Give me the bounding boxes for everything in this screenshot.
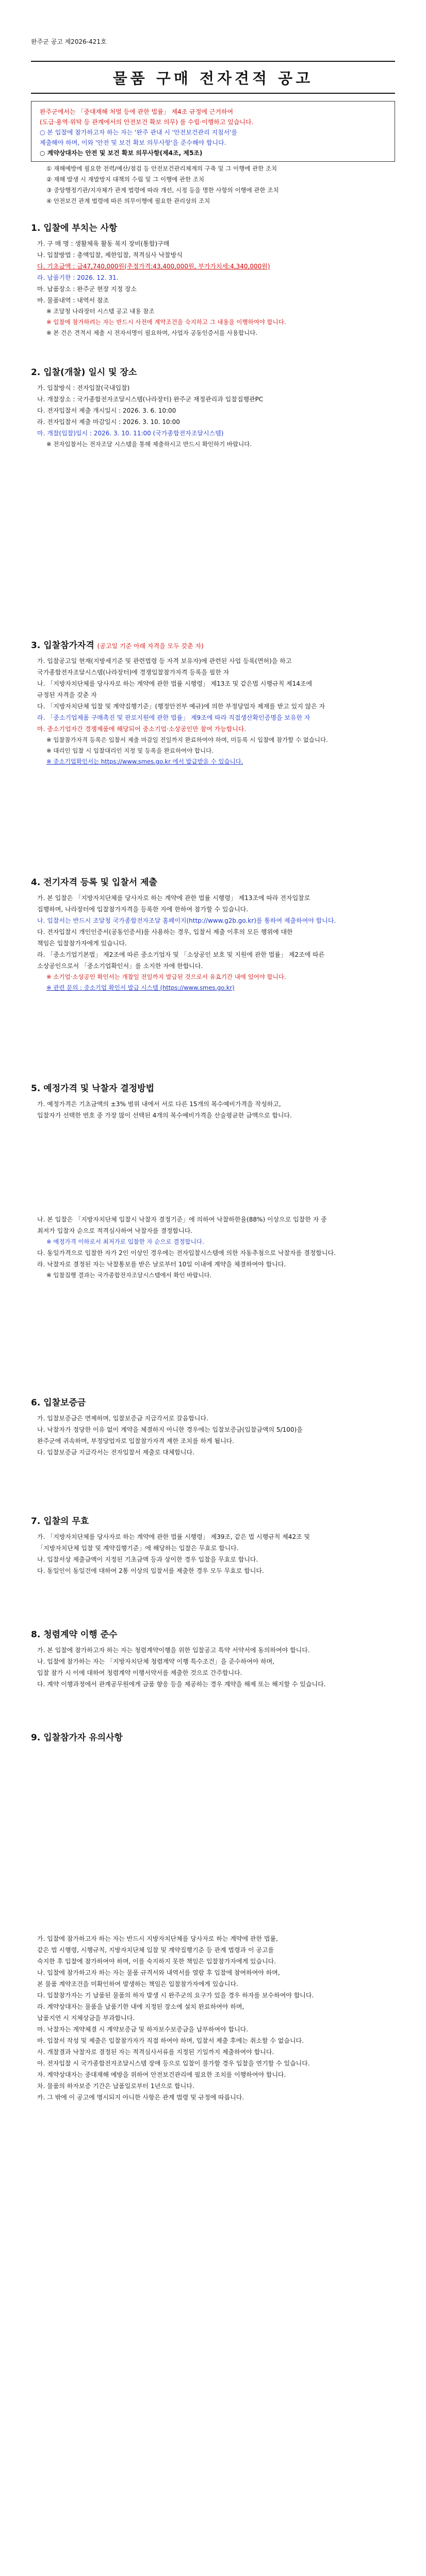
section-5 — [31, 1081, 395, 1281]
section-heading: 1. 입찰에 부치는 사항 — [31, 223, 118, 233]
section-note: ※ 대리인 입찰 시 입찰대리인 지정 및 등록을 완료하여야 합니다. — [46, 747, 214, 754]
section-item: 자. 계약상대자는 중대재해 예방을 위하여 안전보건관리에 필요한 조치를 이행하여야 합니다. — [37, 2071, 286, 2078]
section-heading: 9. 입찰참가자 유의사항 — [31, 1733, 123, 1743]
section-item: 나. 입찰에 참가하고자 하는 자는 물품 규격서와 내역서를 열람 후 입찰에 참여하여야 하며, — [37, 1969, 280, 1976]
section-note: ※ 조달청 나라장터 시스템 공고 내용 참조 — [46, 308, 155, 315]
section-item: 라. 납품기한 : 2026. 12. 31. — [37, 274, 119, 281]
section-heading-note: (공고일 기준 아래 자격을 모두 갖춘 자) — [97, 642, 204, 650]
section-item: 완주군에 귀속하며, 부정당업자로 입찰참가자격 제한 조치를 하게 됩니다. — [37, 1437, 235, 1445]
section-heading: 5. 예정가격 및 낙찰자 결정방법 — [31, 1083, 155, 1094]
section-item: 나. 입찰서는 반드시 조달청 국가종합전자조달 홈페이지(http://www.g2b.go.kr)를 통하여 제출하여야 합니다. — [37, 917, 336, 924]
section-item: 다. 전자입찰시 개인인증서(공동인증서)를 사용하는 경우, 입찰서 제출 이후의 모든 행위에 대한 — [37, 928, 293, 936]
section-item: 다. 동일인이 동일건에 대하여 2통 이상의 입찰서를 제출한 경우 모두 무효로 합니다. — [37, 1567, 264, 1574]
section-item: 책임은 입찰참가자에게 있습니다. — [37, 940, 127, 947]
section-item: 나. 낙찰자가 정당한 이유 없이 계약을 체결하지 아니한 경우에는 입찰보증금(입찰금액의 5/100)을 — [37, 1426, 303, 1433]
intro-line: (도급·용역·위탁 등 관계에서의 안전보건 확보 의무) 를 수립·이행하고 있습니다. — [40, 118, 254, 126]
section-item: 가. 본 입찰에 참가하고자 하는 자는 청렴계약이행을 위한 입찰공고 특약 서약서에 동의하여야 합니다. — [37, 1647, 310, 1654]
notice-number: 완주군 공고 제2026-421호 — [31, 38, 107, 45]
intro-point: ④ 안전보건 관계 법령에 따른 의무이행에 필요한 관리상의 조치 — [46, 197, 210, 205]
section-item: 가. 구 매 명 : 생활체육 활동 복지 장비(통합)구매 — [37, 240, 170, 247]
section-item: 바. 입찰서 작성 및 제출은 입찰참가자가 직접 하여야 하며, 입찰서 제출 후에는 취소할 수 없습니다. — [37, 2037, 304, 2044]
section-note: ※ 입찰집행 결과는 국가종합전자조달시스템에서 확인 바랍니다. — [46, 1272, 212, 1279]
section-item: 마. 납품장소 : 완주군 현장 지정 장소 — [37, 285, 137, 293]
section-item: 숙지한 후 입찰에 참가하여야 하며, 이를 숙지하지 못한 책임은 입찰참가자에게 있습니다. — [37, 1958, 276, 1965]
section-3 — [31, 638, 395, 768]
section-item: 가. 입찰방식 : 전자입찰(국내입찰) — [37, 384, 130, 392]
section-item: 다. 전자입찰서 제출 개시일시 : 2026. 3. 6. 10:00 — [37, 407, 176, 414]
intro-points — [31, 164, 395, 207]
section-item: 가. 「지방자치단체를 당사자로 하는 계약에 관한 법률 시행령」 제39조, 같은 법 시행규칙 제42조 및 — [37, 1533, 310, 1540]
page-title: 물품 구매 전자견적 공고 — [112, 69, 314, 87]
section-9 — [31, 1730, 395, 2104]
section-item: 입찰 참가 시 이에 대하여 청렴계약 이행서약서를 제출한 것으로 간주합니다. — [37, 1669, 242, 1676]
section-item: 가. 입찰보증금은 면제하며, 입찰보증금 지급각서로 갈음합니다. — [37, 1415, 208, 1422]
section-note: ※ 예정가격 이하로서 최저가로 입찰한 자 순으로 결정합니다. — [46, 1238, 204, 1245]
section-heading: 7. 입찰의 무효 — [31, 1516, 89, 1527]
section-note-link[interactable]: ※ 중소기업확인서는 https://www.smes.go.kr 에서 발급받을 수 있습니다. — [46, 758, 243, 765]
section-1 — [31, 221, 395, 339]
section-item: 마. 개찰(입찰)일시 : 2026. 3. 10. 11:00 (국가종합전자조달시스템) — [37, 430, 224, 437]
section-item: 납품지연 시 지체상금을 부과합니다. — [37, 2014, 135, 2022]
section-heading — [31, 638, 395, 651]
section-item: 사. 개찰결과 낙찰자로 결정된 자는 적격심사서류를 지정된 기일까지 제출하여야 합니다. — [37, 2048, 274, 2056]
section-item: 나. 개찰장소 : 국가종합전자조달시스템(나라장터) 완주군 재정관리과 입찰집행관PC — [37, 396, 264, 403]
section-item: 가. 입찰에 참가하고자 하는 자는 반드시 지방자치단체를 당사자로 하는 계약에 관한 법률, — [37, 1935, 278, 1942]
section-item: 차. 물품의 하자보증 기간은 납품일로부터 1년으로 합니다. — [37, 2082, 194, 2090]
section-item: 소상공인으로서 「중소기업확인서」를 소지한 자에 한합니다. — [37, 962, 203, 970]
section-item: 규정된 자격을 갖춘 자 — [37, 691, 97, 699]
section-item: 아. 전자입찰 시 국가종합전자조달시스템 장애 등으로 입찰이 불가할 경우 입찰을 연기할 수 있습니다. — [37, 2060, 310, 2067]
section-item: 다. 계약 이행과정에서 관계공무원에게 금품 향응 등을 제공하는 경우 계약을 해제 또는 해지할 수 있습니다. — [37, 1681, 326, 1688]
section-item: 나. 입찰서상 제출금액이 지정된 기초금액 등과 상이한 경우 입찰을 무효로 합니다. — [37, 1556, 258, 1563]
intro-point: ② 재해 발생 시 재발방지 대책의 수립 및 그 이행에 관한 조치 — [46, 176, 205, 183]
section-note-link[interactable]: ※ 관련 문의 : 중소기업 확인서 발급 시스템 (https://www.smes.go.kr) — [46, 984, 235, 991]
spacer — [31, 1122, 395, 1214]
section-heading: 4. 전기자격 등록 및 입찰서 제출 — [31, 877, 157, 888]
section-heading: 6. 입찰보증금 — [31, 1398, 86, 1408]
section-item: 다. 입찰보증금 지급각서는 전자입찰서 제출로 대체합니다. — [37, 1449, 194, 1456]
section-heading: 8. 청렴계약 이행 준수 — [31, 1630, 118, 1640]
section-8 — [31, 1627, 395, 1690]
intro-box — [31, 101, 395, 162]
section-item: 마. 낙찰자는 계약체결 시 계약보증금 및 하자보수보증금을 납부하여야 합니다. — [37, 2026, 249, 2033]
section-item: 나. 입찰방법 : 총액입찰, 제한입찰, 적격심사 낙찰방식 — [37, 251, 183, 259]
section-item: 본 물품 계약조건을 미확인하여 발생하는 책임은 입찰참가자에게 있습니다. — [37, 1980, 238, 1988]
section-item: 나. 본 입찰은 「지방자치단체 입찰시 낙찰자 결정기준」에 의하여 낙찰하한율(88%) 이상으로 입찰한 자 중 — [37, 1216, 327, 1223]
section-heading-text: 3. 입찰참가자격 — [31, 640, 94, 651]
section-item: 다. 「지방자치단체 입찰 및 계약집행기준」(행정안전부 예규)에 의한 부정당업자 제재를 받고 있지 않은 자 — [37, 703, 325, 710]
section-6 — [31, 1395, 395, 1459]
section-note: ※ 본 건은 견적서 제출 시 전자서명이 필요하며, 사업자 공동인증서를 사용합니다. — [46, 329, 257, 336]
section-note: ※ 전자입찰서는 전자조달 시스템을 통해 제출하시고 반드시 확인하기 바랍니다. — [46, 440, 252, 448]
section-item: 국가종합전자조달시스템(나라장터)에 경쟁입찰참가자격 등록을 필한 자 — [37, 669, 230, 676]
section-item: 카. 그 밖에 이 공고에 명시되지 아니한 사항은 관계 법령 및 규정에 따릅니다. — [37, 2094, 244, 2101]
section-item: 라. 낙찰자로 결정된 자는 낙찰통보를 받은 날로부터 10일 이내에 계약을 체결하여야 합니다. — [37, 1261, 286, 1268]
intro-point: ③ 중앙행정기관/지자체가 관계 법령에 따라 개선, 시정 등을 명한 사항의 이행에 관한 조치 — [46, 187, 279, 194]
section-2 — [31, 365, 395, 450]
section-item: 「지방자치단체 입찰 및 계약집행기준」에 해당하는 입찰은 무효로 합니다. — [37, 1545, 239, 1552]
section-item: 라. 「중소기업기본법」 제2조에 따른 중소기업자 및 「소상공인 보호 및 지원에 관한 법률」 제2조에 따른 — [37, 951, 325, 958]
section-item: 마. 중소기업자간 경쟁제품에 해당되어 중소기업·소상공인만 참여 가능합니다. — [37, 725, 247, 733]
intro-point: ① 재해예방에 필요한 전력/예산/점검 등 안전보건관리체계의 구축 및 그 이행에 관한 조치 — [46, 165, 277, 172]
section-item: 라. 「중소기업제품 구매촉진 및 판로지원에 관한 법률」 제9조에 따라 직접생산확인증명을 보유한 자 — [37, 714, 310, 721]
intro-line: 완주군에서는 「중대재해 처벌 등에 관한 법률」 제4조 규정에 근거하여 — [40, 108, 234, 115]
title-box — [31, 61, 395, 94]
section-item: 나. 「지방자치단체를 당사자로 하는 계약에 관한 법률 시행령」 제13조 및 같은법 시행규칙 제14조에 — [37, 680, 313, 687]
intro-line: 제출해야 하며, 이와 '안전 및 보건 확보 의무사항'을 준수해야 합니다. — [40, 139, 226, 146]
section-note: ※ 입찰에 참가하려는 자는 반드시 사전에 계약조건을 숙지하고 그 내용을 이행하여야 합니다. — [46, 318, 286, 326]
section-item: 가. 본 입찰은 「지방자치단체를 당사자로 하는 계약에 관한 법률 시행령」 제13조에 따라 전자입찰로 — [37, 894, 310, 902]
section-item: 집행하며, 나라장터에 입찰참가자격을 등록한 자에 한하여 참가할 수 있습니다. — [37, 906, 249, 913]
section-item: 다. 기초금액 : 금47,740,000원(추정가격:43,400,000원, 부가가치세:4,340,000원) — [37, 263, 270, 270]
section-4 — [31, 875, 395, 994]
section-item: 나. 입찰에 참가하는 자는 「지방자치단체 청렴계약 이행 특수조건」을 준수하여야 하며, — [37, 1658, 275, 1665]
section-item: 다. 동일가격으로 입찰한 자가 2인 이상인 경우에는 전자입찰시스템에 의한 자동추첨으로 낙찰자를 결정합니다. — [37, 1249, 336, 1257]
intro-line: ○ 계약상대자는 안전 및 보건 확보 의무사항(제4조, 제5조) — [40, 149, 203, 157]
section-item: 가. 예정가격은 기초금액의 ±3% 범위 내에서 서로 다른 15개의 복수예비가격을 작성하고, — [37, 1100, 281, 1108]
section-note: ※ 입찰참가자격 등록은 입찰서 제출 마감일 전일까지 완료하여야 하며, 미등록 시 입찰에 참가할 수 없습니다. — [46, 736, 328, 743]
section-item: 같은 법 시행령, 시행규칙, 지방자치단체 입찰 및 계약집행기준 등 관계 법령과 이 공고를 — [37, 1946, 274, 1954]
section-item: 라. 계약상대자는 물품을 납품기한 내에 지정된 장소에 설치 완료하여야 하며, — [37, 2003, 244, 2010]
section-item: 입찰자가 선택한 번호 중 가장 많이 선택된 4개의 복수예비가격을 산술평균한 금액으로 합니다. — [37, 1112, 292, 1119]
section-heading: 2. 입찰(개찰) 일시 및 장소 — [31, 367, 137, 378]
section-7 — [31, 1514, 395, 1577]
section-item: 라. 전자입찰서 제출 마감일시 : 2026. 3. 10. 10:00 — [37, 418, 180, 426]
section-item: 바. 물품내역 : 내역서 참조 — [37, 297, 109, 304]
intro-line: ○ 본 입찰에 참가하고자 하는 자는 '완주 관내 시 '안전보건관리 지침서'를 — [40, 129, 238, 136]
spacer — [31, 1748, 395, 1934]
section-item: 최저가 입찰자 순으로 적격심사하여 낙찰자를 결정합니다. — [37, 1227, 193, 1234]
section-note: ※ 소기업·소상공인 확인서는 개찰일 전일까지 발급된 것으로서 유효기간 내에 있어야 합니다. — [46, 973, 286, 980]
section-item: 가. 입찰공고일 현재(지방세기준 및 관련법령 등 자격 보유자)에 관련된 사업 등록(면허)을 하고 — [37, 657, 292, 665]
section-item: 다. 입찰참가자는 기 납품된 물품의 하자 발생 시 완주군의 요구가 있을 경우 하자를 보수하여야 합니다. — [37, 1992, 314, 1999]
